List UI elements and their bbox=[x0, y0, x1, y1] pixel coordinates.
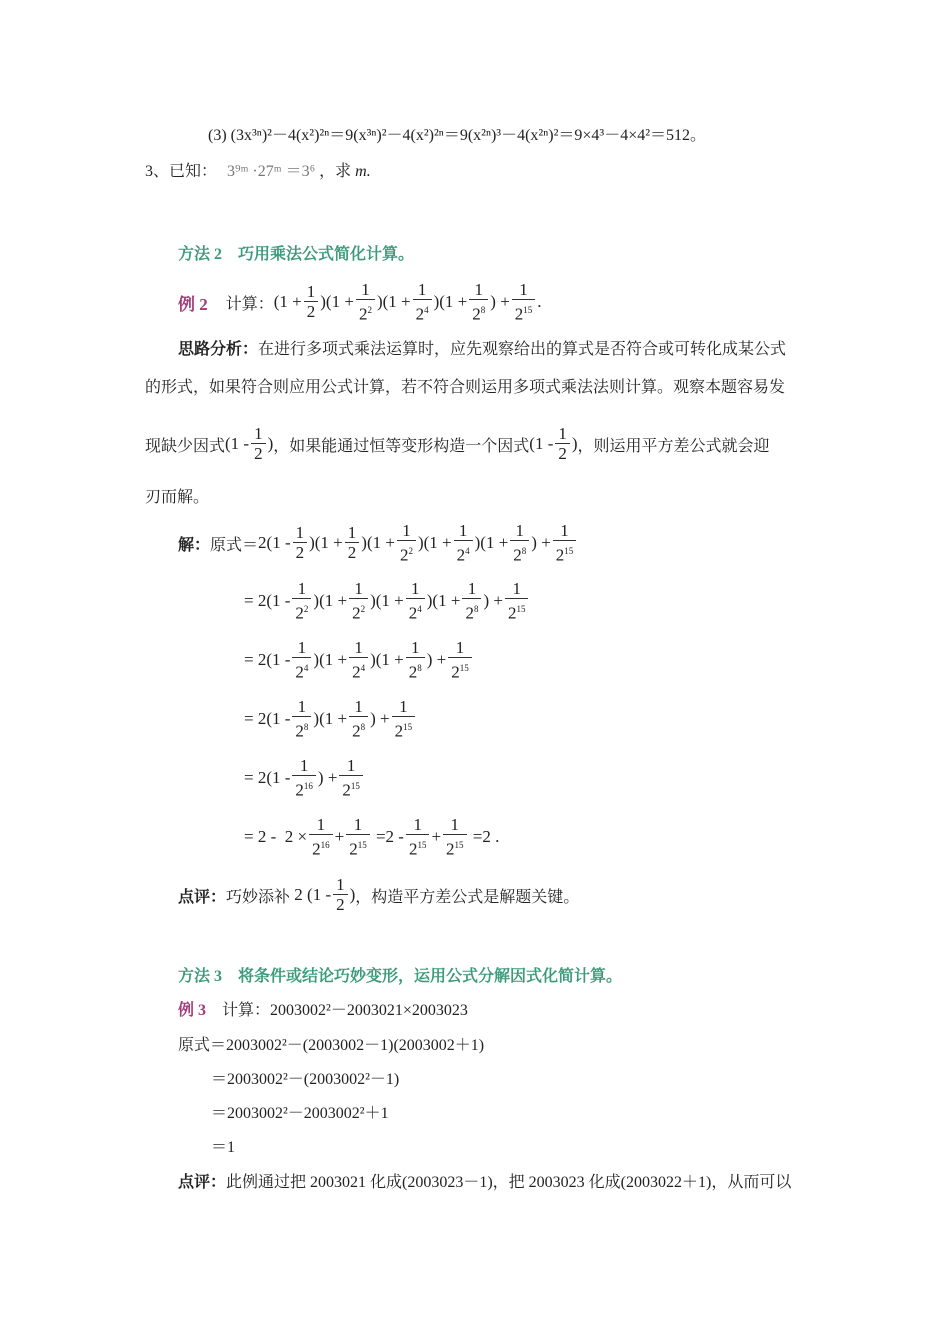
frac: $\frac{1}{2^8}$ bbox=[510, 522, 529, 565]
analysis-line-4: 刃而解。 bbox=[145, 489, 210, 506]
frac: $\frac{1}{2^8}$ bbox=[292, 698, 311, 741]
example-3-label: 例 3 bbox=[178, 1002, 207, 1019]
example-2-label: 例 2 bbox=[178, 294, 208, 314]
frac: $\frac{1}{2^2}$ bbox=[349, 580, 368, 623]
frac: $\frac{1}{2^4}$ bbox=[406, 580, 425, 623]
frac: $\frac{1}{2^{15}}$ bbox=[443, 816, 467, 859]
frac: $\frac{1}{2^{16}}$ bbox=[292, 757, 316, 800]
question-3 bbox=[145, 162, 371, 182]
frac: $\frac{1}{2^{15}}$ bbox=[406, 816, 430, 859]
frac: $\frac{1}{2^8}$ bbox=[406, 639, 425, 682]
analysis-line-1 bbox=[178, 340, 786, 360]
frac: $\frac{1}{2^{16}}$ bbox=[309, 816, 333, 859]
solution-line-3: (3) (3x³ⁿ)²－4(x²)²ⁿ＝9(x³ⁿ)²－4(x²)²ⁿ＝9(x²ⁿ)³－4(x²ⁿ)²＝9×4³－4×4²＝512。 bbox=[208, 127, 707, 144]
analysis-line-2: 的形式，如果符合则应用公式计算，若不符合则运用多项式乘法法则计算。观察本题容易发 bbox=[145, 379, 786, 396]
frac: $\frac{1}{2^8}$ bbox=[469, 281, 488, 324]
frac: $\frac{1}{2^2}$ bbox=[397, 522, 416, 565]
frac: $\frac{1}{2^{15}}$ bbox=[505, 580, 529, 623]
frac: $\frac{1}{2}$ bbox=[251, 425, 266, 463]
analysis-text-3c: ，则运用平方差公式就会迎 bbox=[577, 437, 770, 455]
comment-3-text: 此例通过把 2003021 化成(2003023－1)，把 2003023 化成(2003022＋1)，从而可以 bbox=[226, 1174, 792, 1191]
frac: $\frac{1}{2^2}$ bbox=[356, 281, 375, 324]
question-3-prefix: 3、已知： bbox=[145, 163, 218, 180]
frac: $\frac{1}{2}$ bbox=[293, 524, 308, 562]
frac: $\frac{1}{2^4}$ bbox=[349, 639, 368, 682]
method-3-step-4: ＝1 bbox=[211, 1139, 236, 1156]
method-3-step-1: 原式＝2003002²－(2003002－1)(2003002＋1) bbox=[178, 1037, 485, 1054]
comment-3-label: 点评： bbox=[178, 1174, 227, 1191]
example-2 bbox=[178, 281, 542, 324]
question-3-suffix: ，求 bbox=[319, 163, 352, 180]
solution-step-1: 解： 原式＝ 2(1 - $\frac{1}{2}$ )(1 + $\frac{1}{2}$ )(1 + $\frac{1}{2^2}$ )(1 + $\frac{1}{2^4}$ )(1 + $\frac{1}{2^8}$ ) + $\frac{1}{2^{15}}$ bbox=[178, 522, 578, 565]
frac: $\frac{1}{2^4}$ bbox=[413, 281, 432, 324]
frac: $\frac{1}{2^{15}}$ bbox=[339, 757, 363, 800]
question-3-var: m. bbox=[355, 163, 371, 180]
frac: $\frac{1}{2^2}$ bbox=[292, 580, 311, 623]
solution-label: 解： bbox=[178, 536, 211, 554]
analysis-text-3b: ，如果能通过恒等变形构造一个因式 bbox=[273, 437, 530, 455]
frac: $\frac{1}{2}$ bbox=[555, 425, 570, 463]
solution-step-4: = 2(1 - $\frac{1}{2^8}$ )(1 + $\frac{1}{2^8}$ ) + $\frac{1}{2^{15}}$ bbox=[244, 698, 417, 741]
comment-3 bbox=[178, 1173, 791, 1193]
frac: $\frac{1}{2^8}$ bbox=[349, 698, 368, 741]
analysis-label: 思路分析： bbox=[178, 341, 259, 358]
frac: $\frac{1}{2}$ bbox=[345, 524, 360, 562]
frac: $\frac{1}{2^{15}}$ bbox=[392, 698, 416, 741]
example-3-text: 计算：2003002²－2003021×2003023 bbox=[222, 1002, 468, 1019]
frac: $\frac{1}{2^{15}}$ bbox=[346, 816, 370, 859]
frac: $\frac{1}{2}$ bbox=[333, 876, 348, 914]
method-3-step-3: ＝2003002²－2003002²＋1 bbox=[211, 1105, 389, 1122]
method-2-heading: 方法 2 巧用乘法公式简化计算。 bbox=[178, 246, 415, 263]
comment-2-text-b: ，构造平方差公式是解题关键。 bbox=[355, 888, 580, 906]
comment-2-label: 点评： bbox=[178, 888, 227, 906]
question-3-expr: 3⁹ᵐ ·27ᵐ ＝3⁶ bbox=[227, 163, 316, 180]
analysis-text-3a: 现缺少因式 bbox=[145, 437, 226, 455]
solution-step-3: = 2(1 - $\frac{1}{2^4}$ )(1 + $\frac{1}{2^4}$ )(1 + $\frac{1}{2^8}$ ) + $\frac{1}{2^{15}}$ bbox=[244, 639, 474, 682]
solution-step-6: = 2 - 2 × $\frac{1}{2^{16}}$ + $\frac{1}{2^{15}}$ =2 - $\frac{1}{2^{15}}$ + $\frac{1}{2^{15}}$ =2 . bbox=[244, 815, 500, 859]
solution-step-5: = 2(1 - $\frac{1}{2^{16}}$ ) + $\frac{1}{2^{15}}$ bbox=[244, 757, 365, 800]
example-2-text: 计算： bbox=[225, 295, 274, 313]
method-3-heading: 方法 3 将条件或结论巧妙变形，运用公式分解因式化简计算。 bbox=[178, 968, 623, 985]
frac: $\frac{1}{2^8}$ bbox=[462, 580, 481, 623]
frac: $\frac{1}{2^{15}}$ bbox=[512, 281, 536, 324]
frac: $\frac{1}{2^4}$ bbox=[454, 522, 473, 565]
example-2-formula: (1 + $\frac{1}{2}$ )(1 + $\frac{1}{2^2}$ )(1 + $\frac{1}{2^4}$ )(1 + $\frac{1}{2^8}$ ) + $\frac{1}{2^{15}}$ . bbox=[273, 280, 542, 324]
frac: $\frac{1}{2^{15}}$ bbox=[448, 639, 472, 682]
frac: $\frac{1}{2}$ bbox=[304, 283, 319, 321]
comment-2-text-a: 巧妙添补 bbox=[226, 888, 291, 906]
comment-2: 点评： 巧妙添补 2 (1 - $\frac{1}{2}$ ) ，构造平方差公式是解题关键。 bbox=[178, 875, 580, 914]
frac: $\frac{1}{2^{15}}$ bbox=[553, 522, 577, 565]
analysis-line-3: 现缺少因式 (1 - $\frac{1}{2}$ ) ，如果能通过恒等变形构造一个因式 (1 - $\frac{1}{2}$ ) ，则运用平方差公式就会迎 bbox=[145, 424, 770, 463]
solution-step-2: = 2(1 - $\frac{1}{2^2}$ )(1 + $\frac{1}{2^2}$ )(1 + $\frac{1}{2^4}$ )(1 + $\frac{1}{2^8}$ ) + $\frac{1}{2^{15}}$ bbox=[244, 580, 530, 623]
method-3-step-2: ＝2003002²－(2003002²－1) bbox=[211, 1071, 400, 1088]
solution-text: 原式＝ bbox=[210, 536, 259, 554]
example-3 bbox=[178, 1001, 468, 1021]
analysis-text-1: 在进行多项式乘法运算时，应先观察给出的算式是否符合或可转化成某公式 bbox=[258, 341, 787, 358]
frac: $\frac{1}{2^4}$ bbox=[292, 639, 311, 682]
